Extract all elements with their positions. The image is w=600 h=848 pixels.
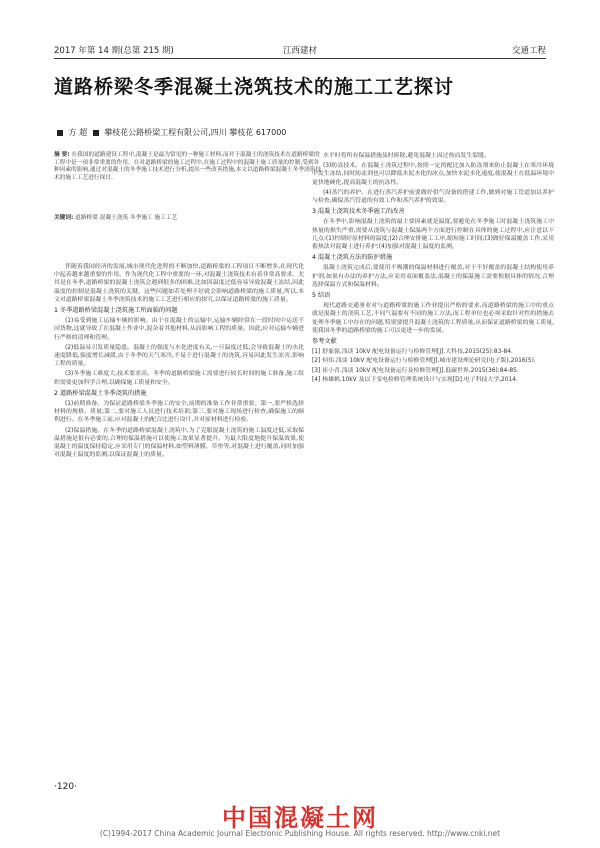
section-heading: 1 冬季道路桥梁混凝土浇筑施工所面临的问题 xyxy=(54,307,178,315)
reference-item: [4] 杨雄鹤.10kV 及以下变电检修管理系统设计与实现[D].电子科技大学,2014. xyxy=(312,376,518,383)
byline xyxy=(54,127,554,138)
page-number: ·120· xyxy=(54,782,77,792)
section-heading: 4 混凝土浇筑方法的防护措施 xyxy=(312,254,393,262)
author: 方 超 xyxy=(68,128,88,137)
keywords xyxy=(54,212,324,221)
journal-name: 江西建材 xyxy=(282,46,317,56)
paragraph: (1)前期准备。为保证道路桥梁冬季施工的安全,前期的准备工作非常重要。第一,要严格选择材料的规格、质量;第二,要对施工人员进行技术培训;第三,要对施工现场进行检查,确保施工的顺利进行。在冬季施工前,应对混凝土的配合比进行设计,并对原材料进行检验。 xyxy=(54,401,304,424)
abstract xyxy=(54,152,324,182)
copyright-notice: (C)1994-2017 China Academic Journal Electronic Publishing House. All rights reserved. http://www.cnki.net xyxy=(99,829,501,838)
paragraph: (2)低温易引发质量隐患。混凝土的强度与水化进度有关,一旦温度过低,会导致混凝土的水化速度降低,强度增长减缓,由于冬季的天气寒冷,不易于进行混凝土的浇筑,容易因此发生冻害,影响工程的质量。 xyxy=(54,344,304,368)
reference-item: [3] 崔小青.浅谈 10kV 配电设备运行及检修管理[J].低碳世界,2015(36):84-85. xyxy=(312,367,519,374)
issue-info: 2017 年第 14 期(总第 215 期) xyxy=(54,46,174,56)
postcode: 617000 xyxy=(255,128,287,137)
paragraph: 水平时将所有保温措施及时拆除,避免混凝土因过热而发生裂缝。 xyxy=(323,153,490,159)
keywords-text: 道路桥梁 混凝土浇筑 冬季施工 施工工艺 xyxy=(75,215,178,221)
abstract-text: 在我国的道路建设工程中,混凝土是最为常见的一种施工材料,而对于混凝土的浇筑技术在道路桥梁的工程中是一项非常重要的作用。在对道路桥梁的施工过程中,在施工过程中的混凝土施工质量的控制,受到各种因素的影响,通过对混凝土的冬季施工技术进行分析,提出一些改善措施,本文以道路桥梁混凝土冬季浇筑技术的施工工艺进行探讨。 xyxy=(54,152,322,181)
left-column xyxy=(54,263,304,461)
article-title: 道路桥梁冬季混凝土浇筑技术的施工工艺探讨 xyxy=(54,76,455,98)
reference-item: [2] 何伟.浅谈 10kV 配电设备运行与检修管理[J].城市建设理论研究(电子版),2016(5). xyxy=(312,358,536,365)
section-heading: 3 混凝土浇筑技术冬季施工的改善 xyxy=(312,208,405,216)
section-name: 交通工程 xyxy=(511,46,546,56)
section-heading: 5 结语 xyxy=(312,292,331,300)
paragraph: 混凝土浇筑完成后,要使用不吸潮的保温材料进行覆盖,对于不好覆盖的混凝土结构使用养护剂,如果有办法的养护方法,应采用双面覆盖法,混凝土的保温施工需要根据具体的情况,合理选择保温方式和保温材料。 xyxy=(312,265,554,288)
paragraph: 现代道路交通事业对与道路桥梁的施工作业提出严格的要求,而道路桥梁的施工中的重点就是混凝土的浇筑工艺,不同气温要有不同的施工方法,而工程单位也必须采取针对性的措施去处理冬季施工中存在的问题,特别要提升混凝土浇筑的工程质量,从而保证道路桥梁的施工质量,使我国冬季的道路桥梁的施工可以更进一步的发展。 xyxy=(312,303,554,334)
references-title: 参考文献 xyxy=(312,338,337,346)
reference-item: [1] 舒象强.浅谈 10kV 配电设备运行与检修管理[J].大科技,2015(25):83-84. xyxy=(312,349,513,356)
paragraph: 在冬季中,影响混凝土浇筑的最主要因素就是温度,要避免在冬季施工时混凝土浇筑施工中热量的损失严重,需要从浇筑与混凝土保温两个方面进行控制在具体的施工过程中,应注意以下几点:(1)控制好原材料的温度;(2)合理安排施工工序,缩短施工时间;(3)做好保温覆盖工作,采用蓄热法对混凝土进行养护;(4)加强对混凝土温度的监测。 xyxy=(312,219,554,251)
running-header xyxy=(54,44,546,59)
paragraph: (3)冬季施工难度大,技术要求高。冬季的道路桥梁施工需要进行较长时间的施工准备,施工组织需要更加科学合理,以确保施工质量和安全。 xyxy=(54,371,304,386)
paragraph: (4)蒸汽的养护。在进行蒸汽养护前要做好供气设备的搭建工作,做到对施工管道加以养护与检查,确保蒸汽管道的有效工作和蒸汽养护的效果。 xyxy=(312,189,554,205)
paragraph: (3)防冻技术。在混凝土浇筑过程中,按照一定的配比加入防冻剂来防止混凝土在寒冷环境中发生冻结,同时防冻剂也可以降低水泥水化的冰点,加快水泥水化速度,使混凝土在低温环境中更快地硬化,提高混凝土的抗冻性。 xyxy=(312,163,554,186)
abstract-label: 摘 要: xyxy=(54,152,70,158)
watermark: 中国混凝土网 xyxy=(222,804,378,832)
keywords-label: 关键词: xyxy=(54,215,74,221)
section-heading: 2 道路桥梁混凝土冬季浇筑的措施 xyxy=(54,389,147,397)
square-bullet-icon xyxy=(93,130,99,136)
intro-paragraph: 伴随着我国经济的发展,城市现代化进程的不断加快,道路桥梁的工程项目不断增多,在现代化中起着越来越重要的作用。作为现代化工程中重要的一环,对混凝土浇筑技术有着非常高要求。尤其是在冬季,道路桥梁的混凝土浇筑会遇到很多的困难,比如因温度过低容易导致混凝土冻结,因此温度的控制是混凝土浇筑的关键。这些问题如若处理不好就会影响道路桥梁的施工质量,所以,本文对道路桥梁混凝土冬季浇筑技术的施工工艺进行相应的探究,以保证道路桥梁的施工质量。 xyxy=(54,264,304,303)
paragraph: (2)保温措施。在冬季的道路桥梁混凝土浇筑中,为了克服混凝土浇筑的施工温度过低,采取保温措施是很有必要的,合理的保温措施可以使施工效果显著提升。为最大限度地提升保温效果,使混凝土的温度保持稳定,应采用专门的保温材料,如塑料薄膜、草垫等,对混凝土进行覆盖,同时加强对混凝土温度的监测,以保证混凝土的质量。 xyxy=(54,427,304,459)
references-list xyxy=(312,348,554,384)
affiliation: 攀枝花公路桥梁工程有限公司,四川 攀枝花 xyxy=(104,128,254,137)
right-column xyxy=(312,152,554,385)
paragraph: (1)易受到施工运输车辆的影响。由于在混凝土的运输中,运输车辆经常在一段时间中运送不同货物,这就导致了在混凝土作业中,混杂着其他材料,从而影响工程的质量。因此,应对运输车辆进行严格的清理和管理。 xyxy=(54,318,304,341)
square-bullet-icon xyxy=(57,130,63,136)
